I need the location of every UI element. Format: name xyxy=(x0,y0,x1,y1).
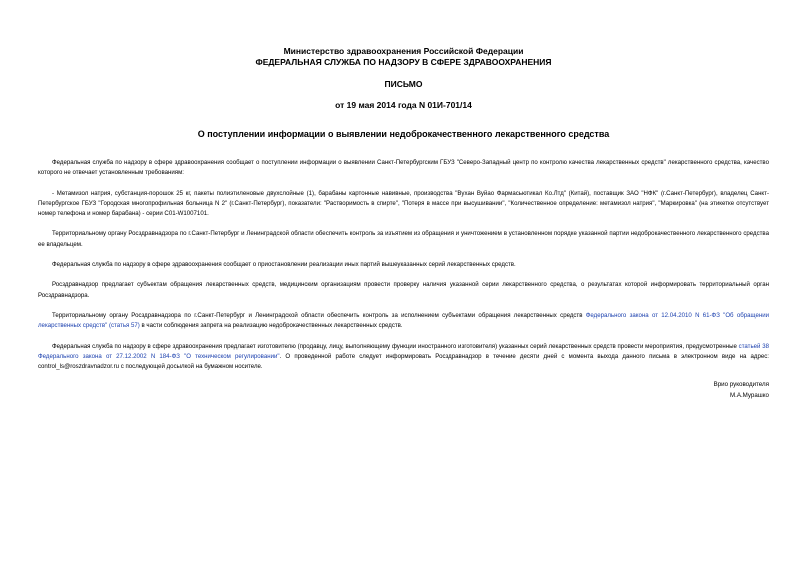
federal-law-61fz-link[interactable]: Федерального закона от 12.04.2010 N 61-ФЗ "Об обращении лекарственных средств" xyxy=(38,311,770,330)
paragraph-5: Росздравнадзор предлагает субъектам обращения лекарственных средств, медицинским организациям провести проверку наличия указанной серии лекарственного средства, о результатах которой информировать территориальный орган Росздравнадзора. xyxy=(38,281,769,299)
paragraph-3: Территориальному органу Росздравнадзора по г.Санкт-Петербург и Ленинградской области обеспечить контроль за изъятием из обращения и уничтожением в установленном порядке указанной партии недоброкачественного лекарственного средства ее владельцем. xyxy=(38,230,769,248)
letter-header xyxy=(0,46,807,68)
letter-subject: О поступлении информации о выявлении недоброкачественного лекарственного средства xyxy=(197,129,610,139)
paragraph-6-text-c: в части соблюдения запрета на реализацию недоброкачественных лекарственных средств. xyxy=(139,322,403,330)
signatory-position: Врио руководителя xyxy=(713,381,769,388)
letter-body xyxy=(38,158,769,382)
paragraph-7-text-a: Федеральная служба по надзору в сфере здравоохранения предлагает изготовителю (продавцу, лицу, выполняющему функции иностранного изготовителя) указанных серий лекарственных средств провести мероприятия, предусмотренные xyxy=(52,342,739,350)
paragraph-4: Федеральная служба по надзору в сфере здравоохранения сообщает о приостановлении реализации иных партий вышеуказанных серий лекарственных средств. xyxy=(52,260,516,268)
paragraph-1: Федеральная служба по надзору в сфере здравоохранения сообщает о поступлении информации о выявлении Санкт-Петербургским ГБУЗ "Северо-Западный центр по контролю качества лекарственных средств" лекарственного средства, качество которого не отвечает установленным требованиям: xyxy=(38,159,769,177)
document-type: ПИСЬМО xyxy=(384,79,423,89)
paragraph-6 xyxy=(38,311,769,331)
paragraph-7 xyxy=(38,342,769,373)
article-57-link[interactable]: (статья 57) xyxy=(108,322,140,330)
signature-block xyxy=(714,380,769,401)
paragraph-6-text-a: Территориальному органу Росздравнадзора по г.Санкт-Петербург и Ленинградской области обеспечить контроль за исполнением субъектами обращения лекарственных средств xyxy=(52,311,586,319)
document-date-number: от 19 мая 2014 года N 01И-701/14 xyxy=(335,100,472,110)
paragraph-2: - Метамизол натрия, субстанция-порошок 25 кг, пакеты полиэтиленовые двухслойные (1), барабаны картонные навивные, производства "Вухан Вуйао Фармасьютикал Ко.Лтд" (Китай), поставщик ЗАО "НФК" (г.Санкт-Петербург), владелец Санкт-Петербургское ГБУЗ "Городская многопрофильная больница N 2" (г.Санкт-Петербург), показатели: "Растворимость в спирте", "Потеря в массе при высушивании", "Количественное определение: метамизол натрия", "Маркировка" (на этикетке отсутствует номер телефона и номер барабана) - серии С01-W1007101. xyxy=(38,189,769,217)
article-38-184fz-link[interactable]: статьей 38 Федерального закона от 27.12.2002 N 184-ФЗ "О техническом регулировании" xyxy=(38,342,769,360)
service-name: ФЕДЕРАЛЬНАЯ СЛУЖБА ПО НАДЗОРУ В СФЕРЕ ЗДРАВООХРАНЕНИЯ xyxy=(255,57,552,67)
signatory-name: М.А.Мурашко xyxy=(729,391,769,399)
paragraph-7-text-b: . О проведенной работе следует информировать Росздравнадзор в течение десяти дней с момента выхода данного письма в электронном виде на адрес: control_ls@roszdravnadzor.ru с последующей досылкой на бумажном носителе. xyxy=(38,352,769,370)
ministry-name: Министерство здравоохранения Российской Федерации xyxy=(283,46,524,56)
